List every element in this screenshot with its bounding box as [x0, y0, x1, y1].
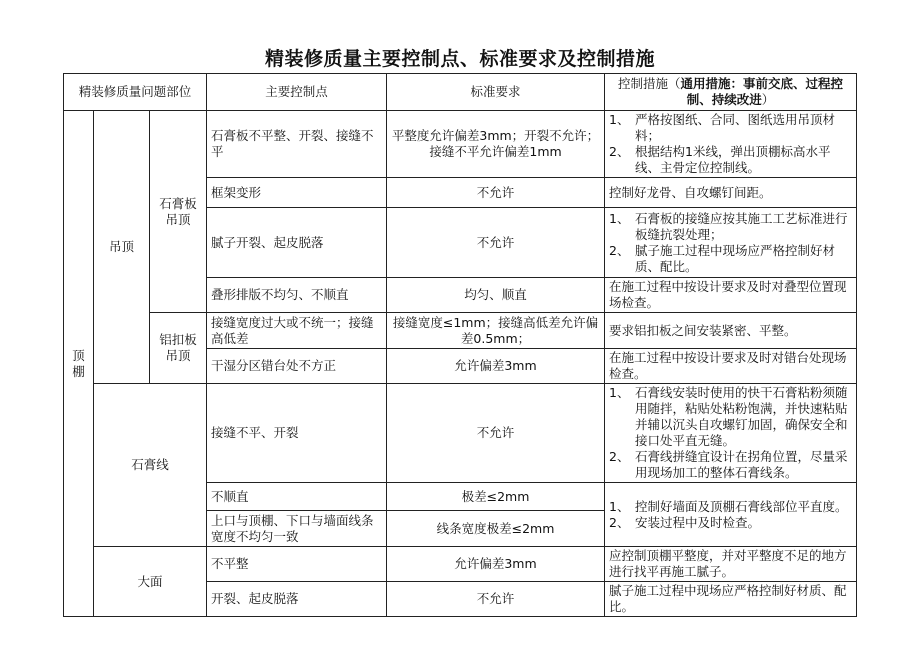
measure-number: 1、 [609, 385, 630, 400]
measure-item [609, 449, 852, 481]
measure-number: 1、 [609, 498, 630, 514]
item-gypsum-ceiling-label: 石膏板吊顶 [159, 195, 197, 227]
standard-requirement: 不允许 [387, 384, 605, 483]
control-measure: 要求铝扣板之间安装紧密、平整。 [605, 313, 857, 349]
control-point: 不顺直 [207, 483, 387, 511]
standard-requirement: 线条宽度极差≤2mm [387, 511, 605, 547]
category-ceiling [64, 111, 94, 617]
standard-requirement: 平整度允许偏差3mm；开裂不允许；接缝不平允许偏差1mm [387, 111, 605, 178]
measure-text: 严格按图纸、合同、图纸选用吊顶材料； [635, 112, 836, 143]
header-measure-general: 通用措施：事前交底、过程控制、持续改进 [680, 76, 844, 107]
table-header-row [64, 74, 857, 111]
measure-number: 2、 [609, 449, 630, 464]
control-measure [605, 483, 857, 547]
measure-item [609, 499, 852, 515]
control-point: 叠形排版不均匀、不顺直 [207, 278, 387, 313]
control-measure [605, 111, 857, 178]
standard-requirement: 不允许 [387, 178, 605, 208]
measure-number: 2、 [609, 242, 630, 258]
control-measure: 在施工过程中按设计要求及时对叠型位置现场检查。 [605, 278, 857, 313]
subcategory-suspended-label: 吊顶 [108, 239, 134, 254]
measure-item [609, 112, 852, 144]
standard-requirement: 接缝宽度≤1mm；接缝高低差允许偏差0.5mm； [387, 313, 605, 349]
measure-number: 2、 [609, 144, 630, 159]
measure-text: 石膏线拼缝宜设计在拐角位置，尽量采用现场加工的整体石膏线条。 [635, 449, 848, 480]
measure-number: 2、 [609, 514, 630, 530]
standard-requirement: 均匀、顺直 [387, 278, 605, 313]
document-title: 精装修质量主要控制点、标准要求及控制措施 [264, 48, 655, 70]
table-row [64, 384, 857, 483]
quality-control-table [63, 73, 857, 617]
standard-requirement: 极差≤2mm [387, 483, 605, 511]
measure-number: 1、 [609, 210, 630, 226]
measure-text: 石膏板的接缝应按其施工工艺标准进行板缝抗裂处理； [635, 210, 848, 242]
subcategory-large-surface-label: 大面 [137, 573, 163, 589]
control-measure: 在施工过程中按设计要求及时对错台处现场检查。 [605, 349, 857, 384]
measure-text: 腻子施工过程中现场应严格控制好材质、配比。 [635, 242, 836, 274]
subcategory-suspended [94, 111, 150, 384]
measure-item [609, 385, 852, 449]
control-point: 腻子开裂、起皮脱落 [207, 208, 387, 278]
control-measure: 应控制顶棚平整度，并对平整度不足的地方进行找平再施工腻子。 [605, 547, 857, 582]
measure-text: 控制好墙面及顶棚石膏线部位平直度。 [635, 498, 848, 514]
header-measure-suffix: ） [761, 92, 775, 107]
header-point: 主要控制点 [207, 74, 387, 111]
standard-requirement: 不允许 [387, 208, 605, 278]
subcategory-gypsum-line [94, 384, 207, 547]
table-row [64, 111, 857, 178]
measure-item [609, 243, 852, 275]
control-measure [605, 384, 857, 483]
header-measure [605, 74, 857, 111]
item-aluminum-ceiling [150, 313, 207, 384]
standard-requirement: 允许偏差3mm [387, 547, 605, 582]
measure-item [609, 211, 852, 243]
control-point: 不平整 [207, 547, 387, 582]
measure-text: 根据结构1米线，弹出顶棚标高水平线、主骨定位控制线。 [635, 144, 831, 175]
table-row [64, 547, 857, 582]
control-measure: 腻子施工过程中现场应严格控制好材质、配比。 [605, 582, 857, 617]
header-measure-prefix: 控制措施（ [618, 76, 681, 91]
item-aluminum-ceiling-label: 铝扣板吊顶 [159, 332, 197, 363]
subcategory-gypsum-line-label: 石膏线 [131, 457, 169, 472]
subcategory-large-surface [94, 547, 207, 617]
standard-requirement: 允许偏差3mm [387, 349, 605, 384]
control-measure [605, 208, 857, 278]
control-measure: 控制好龙骨、自攻螺钉间距。 [605, 178, 857, 208]
control-point: 接缝宽度过大或不统一；接缝高低差 [207, 313, 387, 349]
category-ceiling-label: 顶 棚 [72, 347, 85, 379]
control-point: 石膏板不平整、开裂、接缝不平 [207, 111, 387, 178]
item-gypsum-ceiling [150, 111, 207, 313]
measure-item [609, 144, 852, 176]
control-point: 框架变形 [207, 178, 387, 208]
table-row [64, 313, 857, 349]
header-standard: 标准要求 [387, 74, 605, 111]
standard-requirement: 不允许 [387, 582, 605, 617]
control-point: 上口与顶棚、下口与墙面线条宽度不均匀一致 [207, 511, 387, 547]
control-point: 干湿分区错台处不方正 [207, 349, 387, 384]
measure-text: 石膏线安装时使用的快干石膏粘粉须随用随拌，粘贴处粘粉饱满，并快速粘贴并辅以沉头自攻螺钉加固，确保安全和接口处平直无缝。 [635, 385, 848, 448]
control-point: 开裂、起皮脱落 [207, 582, 387, 617]
header-part: 精装修质量问题部位 [64, 74, 207, 111]
measure-number: 1、 [609, 112, 630, 127]
measure-item [609, 515, 852, 531]
measure-text: 安装过程中及时检查。 [635, 514, 761, 530]
control-point: 接缝不平、开裂 [207, 384, 387, 483]
